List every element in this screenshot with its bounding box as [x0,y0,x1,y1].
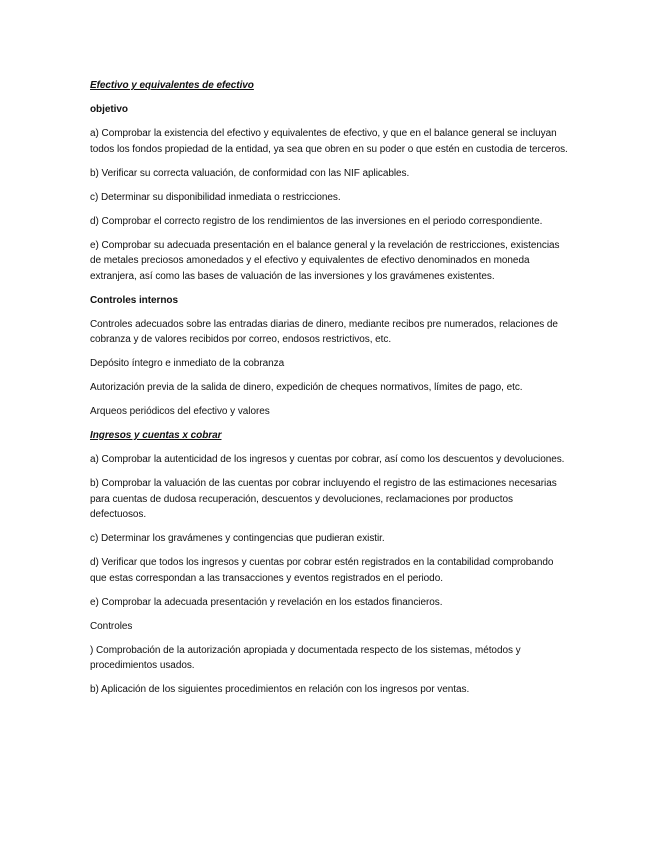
control-paragraph: b) Aplicación de los siguientes procedimientos en relación con los ingresos por ventas. [90,684,470,695]
objective-paragraph: e) Comprobar la adecuada presentación y revelación en los estados financieros. [90,596,443,608]
control-paragraph: Controles adecuados sobre las entradas diarias de dinero, mediante recibos pre numerados, relaciones de cobranza y de valores recibidos por correo, endosos restrictivos, etc. [90,318,558,345]
control-paragraph: Depósito íntegro e inmediato de la cobranza [90,358,285,369]
objective-paragraph: a) Comprobar la autenticidad de los ingresos y cuentas por cobrar, así como los descuentos y devoluciones. [90,454,565,465]
objective-paragraph: c) Determinar su disponibilidad inmediata o restricciones. [90,191,341,203]
section-title-ingresos: Ingresos y cuentas x cobrar [90,430,222,441]
objective-paragraph: b) Comprobar la valuación de las cuentas por cobrar incluyendo el registro de las estimaciones necesarias para cuentas de dudosa recuperación, descuentos y devoluciones, reclamaciones por productos defectuosos. [90,478,557,520]
objective-paragraph: d) Verificar que todos los ingresos y cuentas por cobrar estén registrados en la contabilidad comprobando que estas correspondan a las transacciones y eventos registrados en el periodo. [90,557,554,584]
objective-paragraph: c) Determinar los gravámenes y contingencias que pudieran existir. [90,533,385,544]
controles-internos-heading: Controles internos [90,294,178,306]
control-paragraph: Arqueos periódicos del efectivo y valores [90,406,270,417]
objetivo-heading: objetivo [90,104,128,115]
document-body [90,78,570,706]
control-paragraph: ) Comprobación de la autorización apropiada y documentada respecto de los sistemas, métodos y procedimientos usados. [90,644,521,671]
section-title-efectivo: Efectivo y equivalentes de efectivo [90,80,254,91]
objective-paragraph: a) Comprobar la existencia del efectivo y equivalentes de efectivo, y que en el balance general se incluyan todos los fondos propiedad de la entidad, ya sea que obren en su poder o que estén en custodia de terceros. [90,128,568,155]
objective-paragraph: b) Verificar su correcta valuación, de conformidad con las NIF aplicables. [90,167,410,179]
control-paragraph: Autorización previa de la salida de dinero, expedición de cheques normativos, límites de pago, etc. [90,382,523,393]
controles-heading: Controles [90,620,133,632]
objective-paragraph: d) Comprobar el correcto registro de los rendimientos de las inversiones en el periodo correspondiente. [90,215,543,227]
objective-paragraph: e) Comprobar su adecuada presentación en el balance general y la revelación de restricciones, existencias de metales preciosos amonedados y el efectivo y equivalentes de efectivo denominados en moneda extranjera, así como las bases de valuación de las inversiones y los gravámenes existentes. [90,239,560,282]
